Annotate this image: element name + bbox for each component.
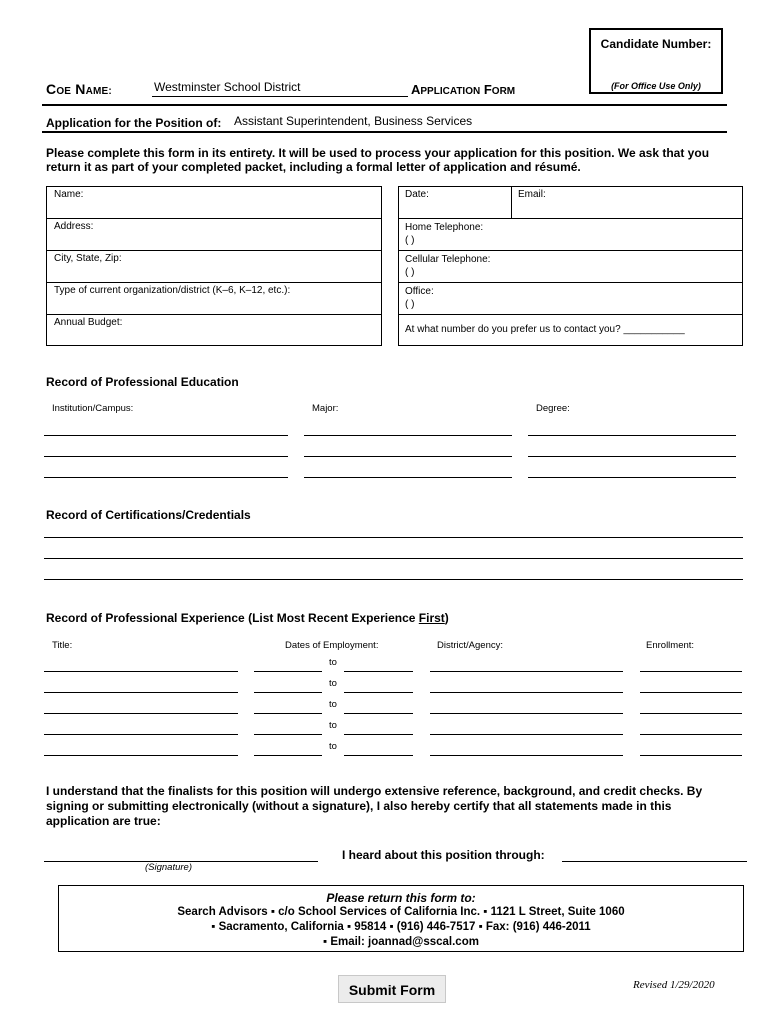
candidate-number-label: Candidate Number: [600, 37, 712, 51]
coe-name-label: COE NAME: [46, 81, 112, 97]
submit-form-button[interactable]: Submit Form [338, 975, 446, 1003]
exp-end-line[interactable] [344, 692, 413, 693]
exp-title-line[interactable] [44, 713, 238, 714]
major-line[interactable] [304, 477, 512, 478]
institution-line[interactable] [44, 456, 288, 457]
home-phone-field[interactable] [405, 221, 483, 247]
preferred-contact-field[interactable]: At what number do you prefer us to contact you? ___________ [405, 324, 685, 335]
divider [398, 250, 743, 251]
degree-line[interactable] [528, 456, 736, 457]
exp-end-line[interactable] [344, 713, 413, 714]
return-heading: Please return this form to: [326, 891, 476, 905]
intro-text: Please complete this form in its entirety. It will be used to process your application for this position. We ask that you return it as part of your completed packet, including a formal letter of application and résumé. [46, 146, 710, 174]
name-field[interactable]: Name: [54, 189, 84, 200]
to-label: to [329, 657, 337, 668]
certification-statement: I understand that the finalists for this position will undergo extensive reference, background, and credit checks. By signing or submitting electronically (without a signature), I also hereby certify that all statements made in this application are true: [46, 784, 703, 828]
exp-end-line[interactable] [344, 671, 413, 672]
office-phone-label: Office: [405, 286, 434, 297]
return-info-box [58, 885, 744, 952]
cell-phone-label: Cellular Telephone: [405, 254, 491, 265]
position-label: Application for the Position of: [46, 116, 222, 130]
signature-label: (Signature) [145, 862, 192, 873]
divider [398, 282, 743, 283]
city-state-zip-field[interactable]: City, State, Zip: [54, 253, 122, 264]
divider [46, 218, 382, 219]
revised-date: Revised 1/29/2020 [633, 979, 715, 991]
to-label: to [329, 720, 337, 731]
to-label: to [329, 678, 337, 689]
exp-enrollment-line[interactable] [640, 713, 742, 714]
certification-line[interactable] [44, 558, 743, 559]
divider [398, 314, 743, 315]
date-field[interactable]: Date: [405, 189, 429, 200]
degree-label: Degree: [536, 403, 570, 414]
coe-name-field[interactable]: Westminster School District [152, 80, 408, 97]
to-label: to [329, 699, 337, 710]
exp-title-line[interactable] [44, 755, 238, 756]
divider [46, 314, 382, 315]
office-use-note: (For Office Use Only) [611, 81, 701, 91]
heard-about-line[interactable] [562, 861, 747, 862]
divider [398, 218, 743, 219]
org-type-field[interactable]: Type of current organization/district (K–6, K–12, etc.): [54, 285, 291, 296]
address-field[interactable]: Address: [54, 221, 94, 232]
application-form-title: APPLICATION FORM [411, 82, 516, 97]
cell-phone-field[interactable] [405, 253, 490, 279]
area-code: ( ) [405, 299, 415, 310]
header-rule-bottom [42, 131, 727, 133]
institution-line[interactable] [44, 477, 288, 478]
exp-start-line[interactable] [254, 734, 322, 735]
major-line[interactable] [304, 435, 512, 436]
exp-start-line[interactable] [254, 713, 322, 714]
exp-enrollment-line[interactable] [640, 692, 742, 693]
enrollment-label: Enrollment: [646, 640, 695, 651]
exp-title-line[interactable] [44, 692, 238, 693]
exp-district-line[interactable] [430, 755, 623, 756]
annual-budget-field[interactable]: Annual Budget: [54, 317, 123, 328]
certifications-title: Record of Certifications/Credentials [46, 508, 251, 522]
email-field[interactable]: Email: [518, 189, 546, 200]
exp-district-line[interactable] [430, 692, 623, 693]
education-title: Record of Professional Education [46, 375, 239, 389]
degree-line[interactable] [528, 435, 736, 436]
exp-district-line[interactable] [430, 713, 623, 714]
exp-district-line[interactable] [430, 734, 623, 735]
exp-enrollment-line[interactable] [640, 755, 742, 756]
return-line-3: ▪ Email: joannad@sscal.com [323, 936, 479, 948]
exp-start-line[interactable] [254, 671, 322, 672]
exp-end-line[interactable] [344, 755, 413, 756]
divider [46, 282, 382, 283]
institution-line[interactable] [44, 435, 288, 436]
exp-start-line[interactable] [254, 755, 322, 756]
exp-start-line[interactable] [254, 692, 322, 693]
exp-district-line[interactable] [430, 671, 623, 672]
exp-enrollment-line[interactable] [640, 734, 742, 735]
area-code: ( ) [405, 267, 415, 278]
candidate-number-box[interactable] [589, 28, 723, 94]
exp-title-line[interactable] [44, 734, 238, 735]
header-rule-top [42, 104, 727, 106]
district-label: District/Agency: [437, 640, 503, 651]
area-code: ( ) [405, 235, 415, 246]
title-label: Title: [52, 640, 73, 651]
return-line-2: ▪ Sacramento, California ▪ 95814 ▪ (916) 446-7517 ▪ Fax: (916) 446-2011 [211, 921, 591, 933]
certification-line[interactable] [44, 537, 743, 538]
home-phone-label: Home Telephone: [405, 222, 484, 233]
dates-label: Dates of Employment: [285, 640, 379, 651]
major-line[interactable] [304, 456, 512, 457]
to-label: to [329, 741, 337, 752]
return-line-1: Search Advisors ▪ c/o School Services of California Inc. ▪ 1121 L Street, Suite 1060 [177, 906, 625, 918]
certification-line[interactable] [44, 579, 743, 580]
heard-about-label: I heard about this position through: [342, 848, 545, 862]
divider [511, 186, 512, 218]
exp-enrollment-line[interactable] [640, 671, 742, 672]
position-field[interactable]: Assistant Superintendent, Business Services [234, 114, 473, 128]
exp-title-line[interactable] [44, 671, 238, 672]
divider [46, 250, 382, 251]
degree-line[interactable] [528, 477, 736, 478]
major-label: Major: [312, 403, 339, 414]
institution-label: Institution/Campus: [52, 403, 134, 414]
exp-end-line[interactable] [344, 734, 413, 735]
office-phone-field[interactable] [405, 285, 434, 311]
experience-title: Record of Professional Experience (List Most Recent Experience First) [46, 611, 449, 625]
